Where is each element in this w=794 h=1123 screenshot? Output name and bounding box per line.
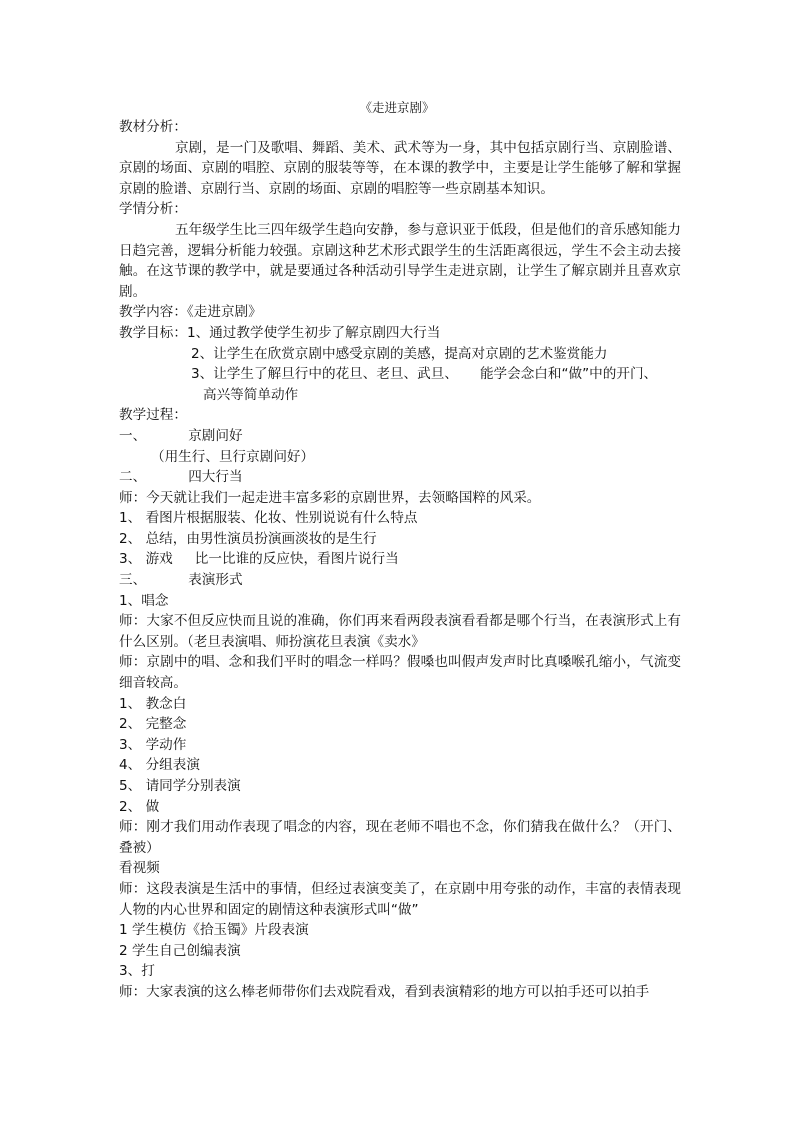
document-body (119, 117, 681, 1003)
section-1-heading (119, 426, 681, 447)
goal-2: 2、让学生在欣赏京剧中感受京剧的美感，提高对京剧的艺术鉴赏能力 (191, 345, 608, 362)
section-2-item-1: 1、 看图片根据服装、化妆、性别说说有什么特点 (119, 510, 418, 527)
sing-item: 1、 教念白 (119, 695, 187, 712)
section-2-title: 四大行当 (188, 469, 243, 486)
page-title: 《走进京剧》 (359, 100, 435, 115)
content-line: 教学内容：《走进京剧》 (119, 304, 262, 321)
goal-line-3 (119, 364, 681, 385)
act-item-1: 1 学生模仿《拾玉镯》片段表演 (119, 922, 309, 939)
section-2-item-3 (119, 549, 681, 570)
goal-line-1 (119, 323, 681, 344)
section-2-teacher: 师：今天就让我们一起走进丰富多彩的京剧世界，去领略国粹的风采。 (119, 489, 541, 506)
section-3-title: 表演形式 (188, 572, 243, 589)
process-heading: 教学过程： (119, 407, 187, 424)
section-1-title: 京剧问好 (188, 427, 243, 444)
fight-heading: 3、打 (119, 963, 155, 980)
sing-item: 4、 分组表演 (119, 757, 200, 774)
section-2-heading (119, 467, 681, 488)
section-2-item-3b: 比一比谁的反应快，看图片说行当 (194, 551, 399, 568)
act-item-2: 2 学生自己创编表演 (119, 942, 241, 959)
goal-3c: 高兴等简单动作 (203, 386, 299, 403)
material-heading: 教材分析： (119, 119, 187, 135)
goal-3b: 能学会念白和“做”中的开门、 (479, 366, 658, 383)
student-text: 五年级学生比三四年级学生趋向安静，参与意识亚于低段，但是他们的音乐感知能力日趋完善，逻辑分析能力较强。京剧这种艺术形式跟学生的生活距离很远，学生不会主动去接触。在这节课的教学中，就是要通过各种活动引导学生走进京剧，让学生了解京剧并且喜欢京剧。 (119, 221, 681, 300)
sing-heading: 1、唱念 (119, 592, 169, 609)
section-1-note: （用生行、旦行京剧问好） (151, 448, 315, 465)
act-heading: 2、 做 (119, 798, 160, 815)
act-teacher-2: 师：这段表演是生活中的事情，但经过表演变美了，在京剧中用夸张的动作，丰富的表情表现人物的内心世界和固定的剧情这种表演形式叫“做” (119, 880, 681, 918)
sing-item: 5、 请同学分别表演 (119, 778, 241, 794)
section-2-item-3a: 3、 游戏 (119, 551, 173, 568)
material-text: 京剧，是一门及歌唱、舞蹈、美术、武术等为一身，其中包括京剧行当、京剧脸谱、京剧的场面、京剧的唱腔、京剧的服装等等，在本课的教学中，主要是让学生能够了解和掌握京剧的脸谱、京剧行当、京剧的场面、京剧的唱腔等一些京剧基本知识。 (119, 139, 681, 197)
goal-1: 1、通过教学使学生初步了解京剧四大行当 (186, 324, 441, 341)
act-video: 看视频 (119, 860, 160, 877)
goal-3a: 3、让学生了解旦行中的花旦、老旦、武旦、 (191, 366, 458, 383)
sing-item: 2、 完整念 (119, 716, 187, 733)
sing-teacher-2: 师：京剧中的唱、念和我们平时的唱念一样吗？假嗓也叫假声发声时比真嗓喉孔缩小，气流变细音较高。 (119, 654, 681, 692)
fight-teacher: 师：大家表演的这么棒老师带你们去戏院看戏，看到表演精彩的地方可以拍手还可以拍手 (119, 983, 650, 1000)
section-2-item-2: 2、 总结，由男性演员扮演画淡妆的是生行 (119, 530, 377, 547)
act-teacher-1: 师：刚才我们用动作表现了唱念的内容，现在老师不唱也不念，你们猜我在做什么？（开门、叠被） (119, 819, 681, 856)
sing-teacher-1: 师：大家不但反应快而且说的准确，你们再来看两段表演看看都是哪个行当，在表演形式上有什么区别。（老旦表演唱、师扮演花旦表演《卖水》 (119, 613, 681, 650)
section-3-number: 三、 (119, 572, 147, 589)
goal-label: 教学目标： (119, 324, 187, 341)
student-heading: 学情分析： (119, 201, 187, 218)
section-3-heading (119, 570, 681, 591)
section-2-number: 二、 (119, 469, 147, 486)
sing-item: 3、 学动作 (119, 736, 187, 753)
section-1-number: 一、 (119, 427, 147, 444)
